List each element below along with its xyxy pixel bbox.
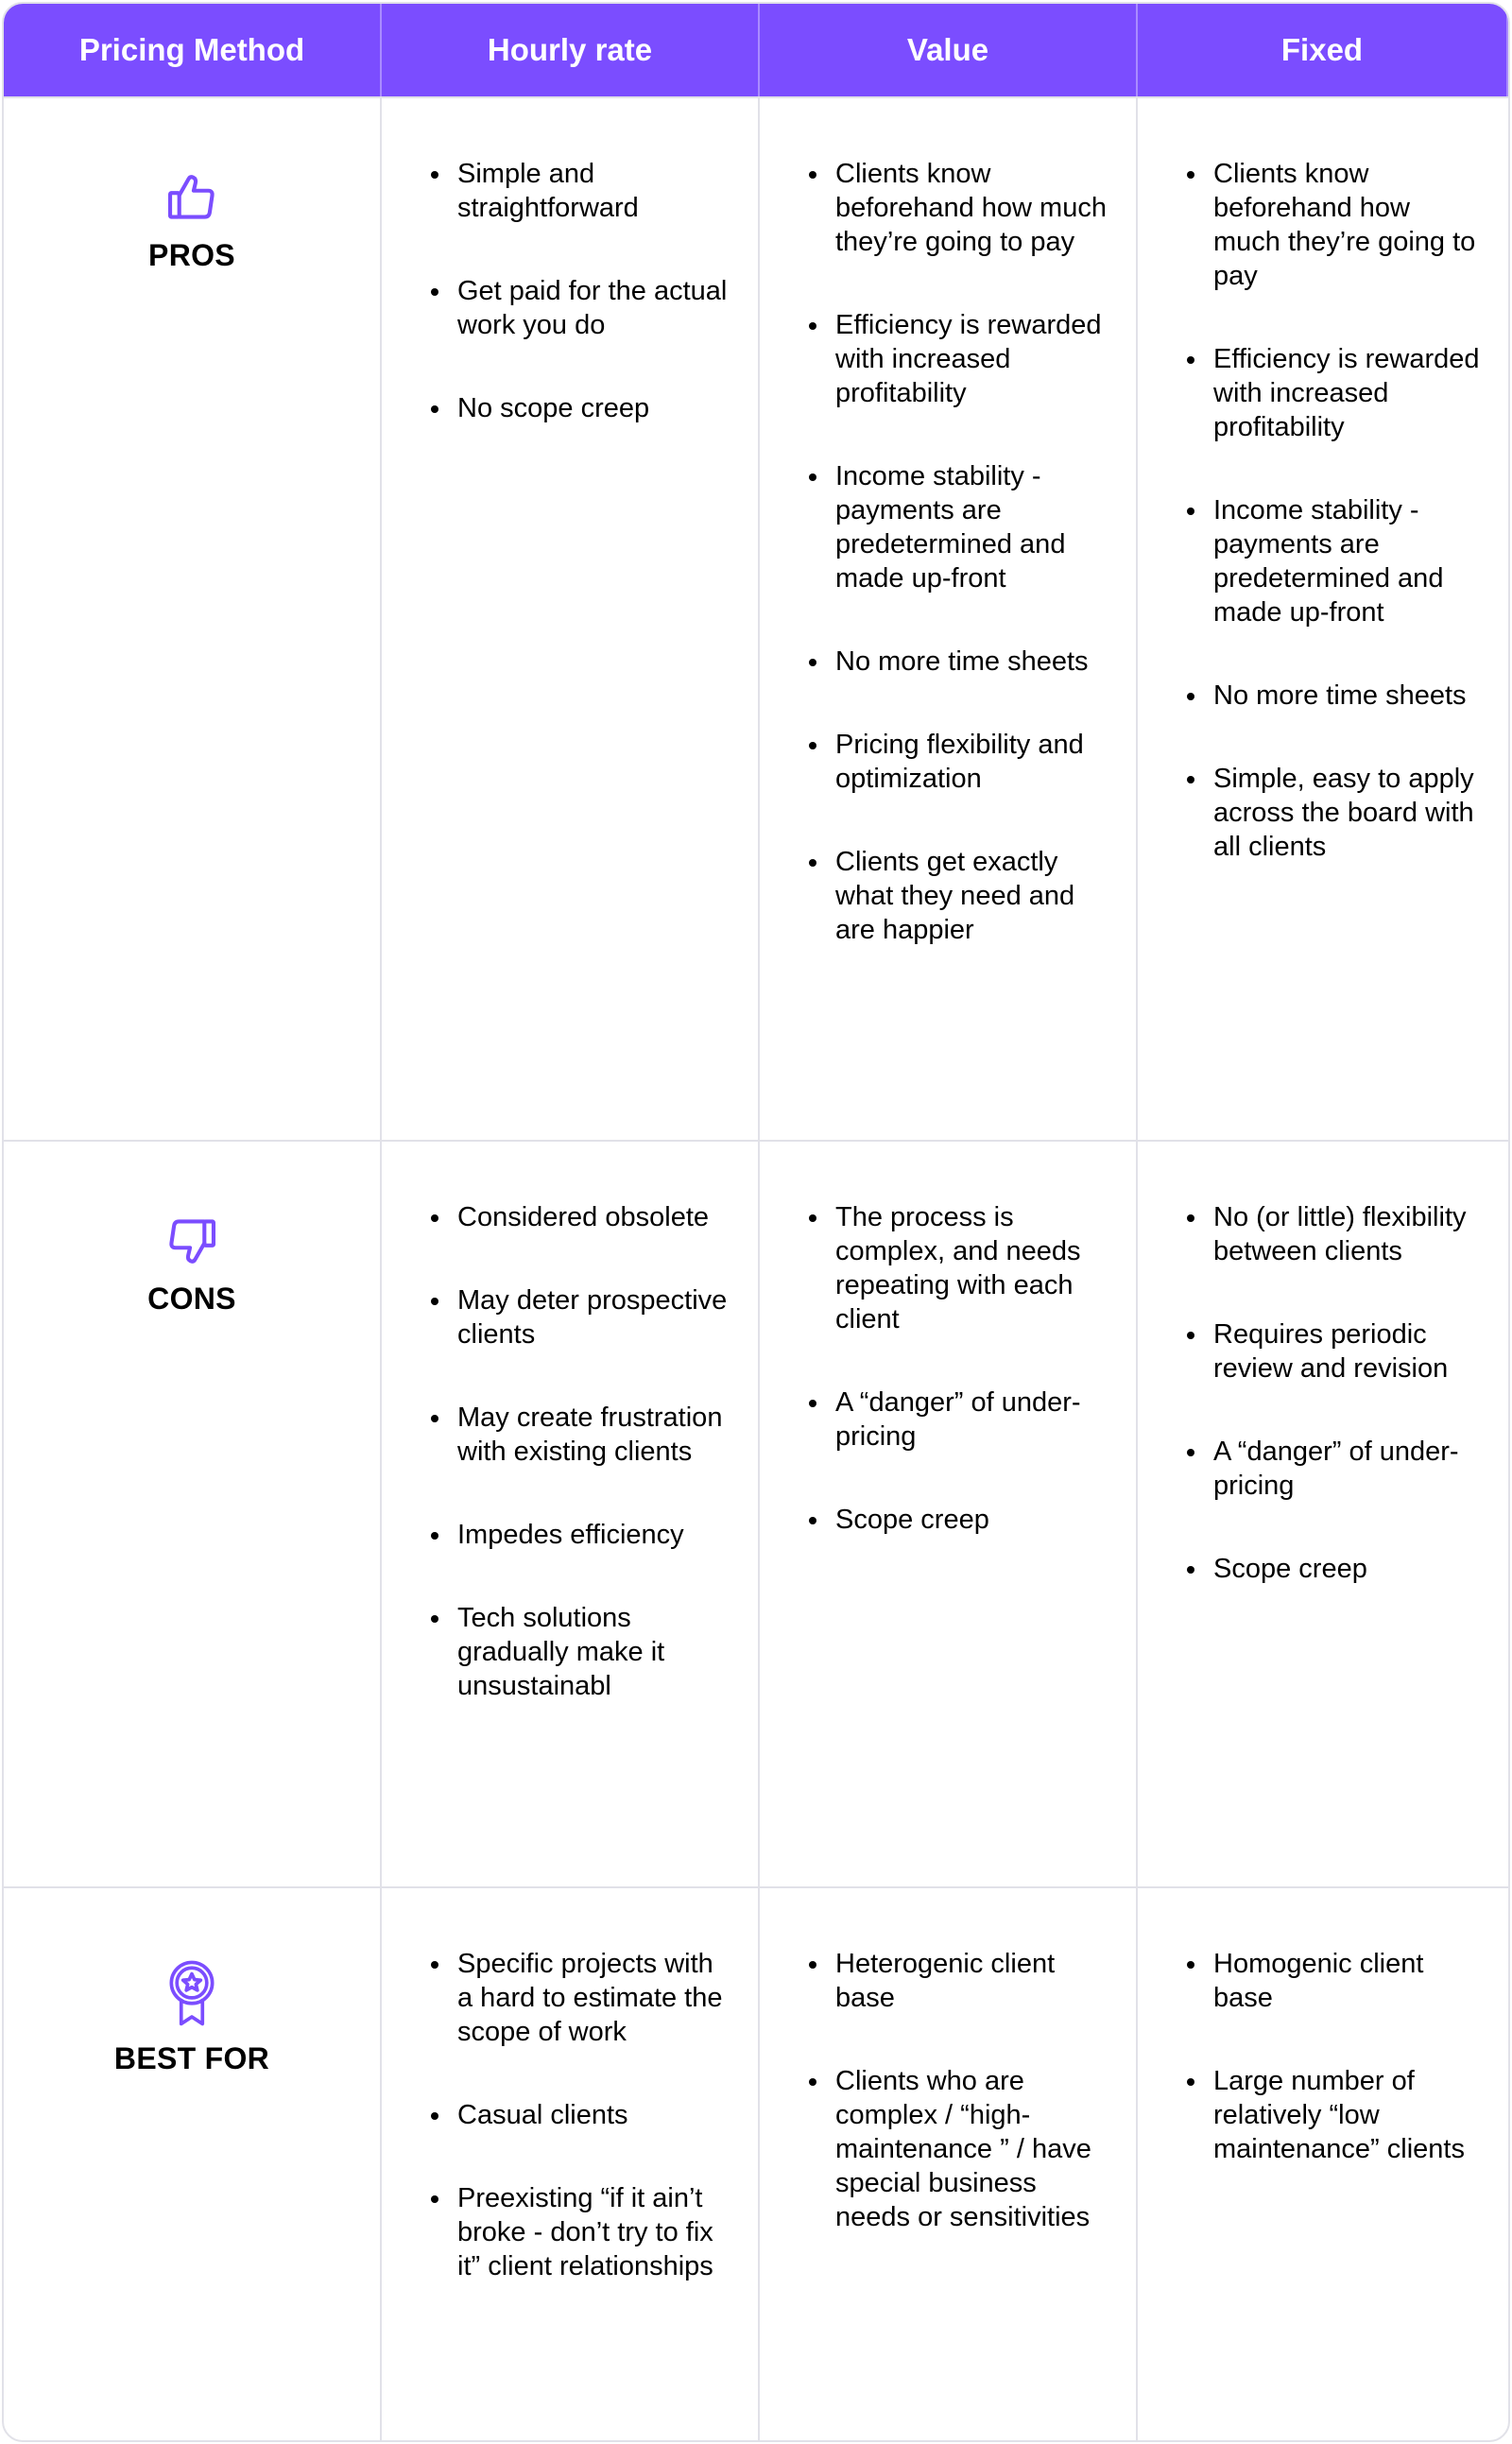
list-item: Pricing flexibility and optimization — [835, 728, 1108, 796]
list-item: Scope creep — [1213, 1552, 1480, 1586]
pros-fixed-list — [1138, 98, 1508, 864]
cons-fixed-list — [1138, 1142, 1508, 1586]
best-fixed-cell — [1138, 1886, 1508, 2440]
pricing-comparison-table — [2, 2, 1510, 2442]
list-item: Simple, easy to apply across the board with all clients — [1213, 762, 1480, 864]
list-item: Efficiency is rewarded with increased profitability — [835, 308, 1108, 410]
thumbs-up-icon — [164, 170, 219, 225]
list-item: Efficiency is rewarded with increased profitability — [1213, 344, 1480, 442]
cons-value-cell — [760, 1140, 1138, 1886]
header-hourly-rate: Hourly rate — [382, 4, 760, 96]
cons-hourly-cell — [382, 1140, 760, 1886]
list-item: Preexisting “if it ain’t broke - don’t try to fix it” client relationships — [457, 2181, 730, 2283]
list-item: Impedes efficiency — [457, 1518, 730, 1552]
list-item: Clients know beforehand how much they’re going to pay — [835, 159, 1107, 257]
list-item: Scope creep — [835, 1503, 1108, 1537]
pros-label: PROS — [148, 238, 235, 272]
cons-label: CONS — [147, 1282, 236, 1316]
cons-value-list — [760, 1142, 1136, 1537]
pros-fixed-cell — [1138, 96, 1508, 1140]
header-pricing-method: Pricing Method — [4, 4, 382, 96]
best-value-list — [760, 1888, 1136, 2234]
list-item: Get paid for the actual work you do — [457, 274, 730, 342]
best-fixed-list — [1138, 1888, 1508, 2166]
best-hourly-cell — [382, 1886, 760, 2440]
cons-fixed-cell — [1138, 1140, 1508, 1886]
list-item: Large number of relatively “low maintenance” clients — [1213, 2064, 1480, 2166]
cons-label-cell — [4, 1140, 382, 1886]
list-item: Clients know beforehand how much they’re going to pay — [1213, 157, 1480, 293]
list-item: The process is complex, and needs repeating with each client — [835, 1200, 1108, 1336]
list-item: Clients get exactly what they need and are happier — [835, 845, 1108, 947]
pros-label-cell — [4, 96, 382, 1140]
list-item: No more time sheets — [835, 645, 1108, 679]
best-for-label-cell — [4, 1886, 382, 2440]
list-item: Homogenic client base — [1213, 1947, 1480, 2015]
list-item: Simple and straightforward — [457, 157, 730, 225]
list-item: Heterogenic client base — [835, 1947, 1108, 2015]
award-ribbon-icon — [167, 1960, 216, 2028]
list-item: Requires periodic review and revision — [1213, 1317, 1480, 1386]
header-fixed: Fixed — [1138, 4, 1508, 96]
list-item: No scope creep — [457, 391, 730, 425]
list-item: No more time sheets — [1213, 679, 1480, 713]
best-for-label: BEST FOR — [113, 2041, 270, 2075]
list-item: Considered obsolete — [457, 1200, 730, 1234]
list-item: Specific projects with a hard to estimate the scope of work — [457, 1947, 730, 2049]
list-item: May create frustration with existing clients — [457, 1401, 730, 1469]
list-item: A “danger” of under-pricing — [1213, 1435, 1480, 1503]
list-item: Tech solutions gradually make it unsustainabl — [457, 1601, 730, 1703]
pros-value-cell — [760, 96, 1138, 1140]
cons-hourly-list — [382, 1142, 758, 1703]
list-item: Income stability - payments are predetermined and made up-front — [1213, 493, 1480, 629]
list-item: No (or little) flexibility between clients — [1213, 1200, 1480, 1268]
pros-hourly-cell — [382, 96, 760, 1140]
best-value-cell — [760, 1886, 1138, 2440]
list-item: Income stability - payments are predetermined and made up-front — [835, 459, 1108, 595]
thumbs-down-icon — [164, 1213, 219, 1268]
pros-hourly-list — [382, 98, 758, 425]
list-item: Casual clients — [457, 2098, 730, 2132]
pros-value-list — [760, 98, 1136, 947]
list-item: May deter prospective clients — [457, 1283, 730, 1351]
list-item: A “danger” of under-pricing — [835, 1386, 1108, 1454]
header-value: Value — [760, 4, 1138, 96]
best-hourly-list — [382, 1888, 758, 2283]
list-item: Clients who are complex / “high-maintenance ” / have special business needs or sensitivities — [835, 2064, 1108, 2234]
